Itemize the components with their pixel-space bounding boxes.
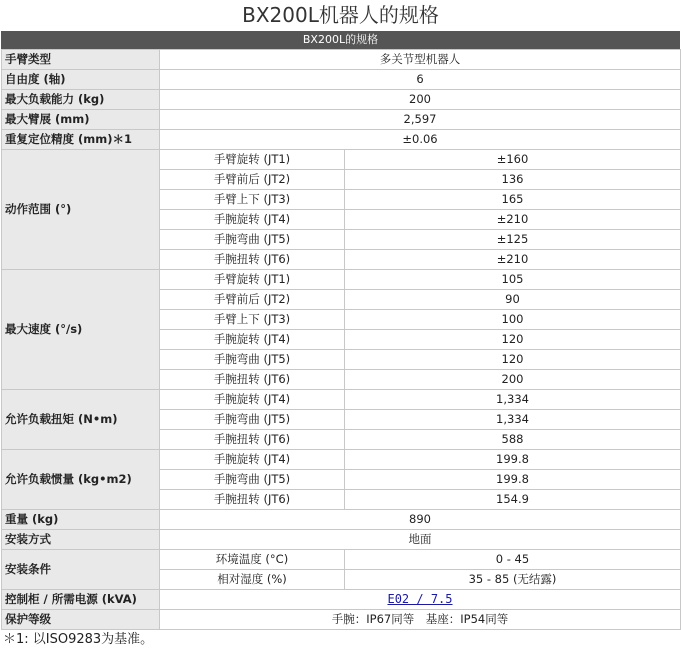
row-label-controller: 控制柜 / 所需电源 (kVA) [2, 590, 160, 610]
row-label-weight: 重量 (kg) [2, 510, 160, 530]
axis-label: 手腕扭转 (JT6) [160, 250, 345, 270]
axis-label: 手臂旋转 (JT1) [160, 270, 345, 290]
axis-value: 199.8 [345, 450, 681, 470]
table-row [2, 530, 681, 550]
table-row [2, 150, 681, 170]
row-label-repeatability: 重复定位精度 (mm)＊1 [2, 130, 160, 150]
axis-value: 136 [345, 170, 681, 190]
table-row [2, 390, 681, 410]
condition-value: 35 - 85 (无结露) [345, 570, 681, 590]
axis-value: 165 [345, 190, 681, 210]
table-row [2, 270, 681, 290]
axis-label: 手臂上下 (JT3) [160, 310, 345, 330]
axis-label: 手臂前后 (JT2) [160, 170, 345, 190]
row-value-payload: 200 [160, 90, 681, 110]
axis-value: ±210 [345, 210, 681, 230]
axis-label: 手腕扭转 (JT6) [160, 490, 345, 510]
axis-label: 手腕弯曲 (JT5) [160, 410, 345, 430]
row-value-protection: 手腕：IP67同等 基座：IP54同等 [160, 610, 681, 630]
axis-label: 手腕扭转 (JT6) [160, 430, 345, 450]
axis-label: 手腕弯曲 (JT5) [160, 350, 345, 370]
spec-table [1, 49, 681, 630]
table-row [2, 590, 681, 610]
row-value-weight: 890 [160, 510, 681, 530]
table-row [2, 450, 681, 470]
axis-value: ±210 [345, 250, 681, 270]
axis-label: 手腕旋转 (JT4) [160, 390, 345, 410]
table-row [2, 610, 681, 630]
axis-label: 手腕旋转 (JT4) [160, 330, 345, 350]
axis-value: 100 [345, 310, 681, 330]
group-label-torque: 允许负载扭矩 (N•m) [2, 390, 160, 450]
axis-value: 120 [345, 350, 681, 370]
condition-label: 环境温度 (°C) [160, 550, 345, 570]
table-row [2, 110, 681, 130]
axis-value: 200 [345, 370, 681, 390]
axis-value: 90 [345, 290, 681, 310]
row-label-reach: 最大臂展 (mm) [2, 110, 160, 130]
group-label-max-speed: 最大速度 (°/s) [2, 270, 160, 390]
group-label-inertia: 允许负载惯量 (kg•m2) [2, 450, 160, 510]
axis-value: 1,334 [345, 410, 681, 430]
axis-value: ±160 [345, 150, 681, 170]
condition-label: 相对湿度 (%) [160, 570, 345, 590]
table-row [2, 70, 681, 90]
axis-label: 手臂前后 (JT2) [160, 290, 345, 310]
axis-value: 1,334 [345, 390, 681, 410]
row-value-mounting: 地面 [160, 530, 681, 550]
axis-label: 手腕扭转 (JT6) [160, 370, 345, 390]
axis-label: 手腕弯曲 (JT5) [160, 470, 345, 490]
controller-link[interactable]: E02 / 7.5 [387, 592, 453, 606]
table-row [2, 50, 681, 70]
row-value-controller [160, 590, 681, 610]
row-value-reach: 2,597 [160, 110, 681, 130]
row-value-repeatability: ±0.06 [160, 130, 681, 150]
table-row [2, 130, 681, 150]
row-label-protection: 保护等级 [2, 610, 160, 630]
axis-label: 手腕旋转 (JT4) [160, 450, 345, 470]
axis-label: 手腕弯曲 (JT5) [160, 230, 345, 250]
axis-value: 120 [345, 330, 681, 350]
axis-value: 199.8 [345, 470, 681, 490]
table-row [2, 90, 681, 110]
footnote: ＊1: 以ISO9283为基准。 [3, 632, 154, 647]
axis-value: 588 [345, 430, 681, 450]
axis-label: 手臂旋转 (JT1) [160, 150, 345, 170]
axis-value: ±125 [345, 230, 681, 250]
row-value-arm-type: 多关节型机器人 [160, 50, 681, 70]
page-title: BX200L机器人的规格 [242, 3, 439, 27]
group-label-motion-range: 动作范围 (°) [2, 150, 160, 270]
row-label-arm-type: 手臂类型 [2, 50, 160, 70]
group-label-install-conditions: 安装条件 [2, 550, 160, 590]
axis-value: 105 [345, 270, 681, 290]
axis-value: 154.9 [345, 490, 681, 510]
condition-value: 0 - 45 [345, 550, 681, 570]
axis-label: 手臂上下 (JT3) [160, 190, 345, 210]
axis-label: 手腕旋转 (JT4) [160, 210, 345, 230]
row-value-dof: 6 [160, 70, 681, 90]
row-label-dof: 自由度 (轴) [2, 70, 160, 90]
table-row [2, 510, 681, 530]
row-label-mounting: 安装方式 [2, 530, 160, 550]
table-row [2, 550, 681, 570]
row-label-payload: 最大负载能力 (kg) [2, 90, 160, 110]
table-header: BX200L的规格 [1, 31, 680, 49]
